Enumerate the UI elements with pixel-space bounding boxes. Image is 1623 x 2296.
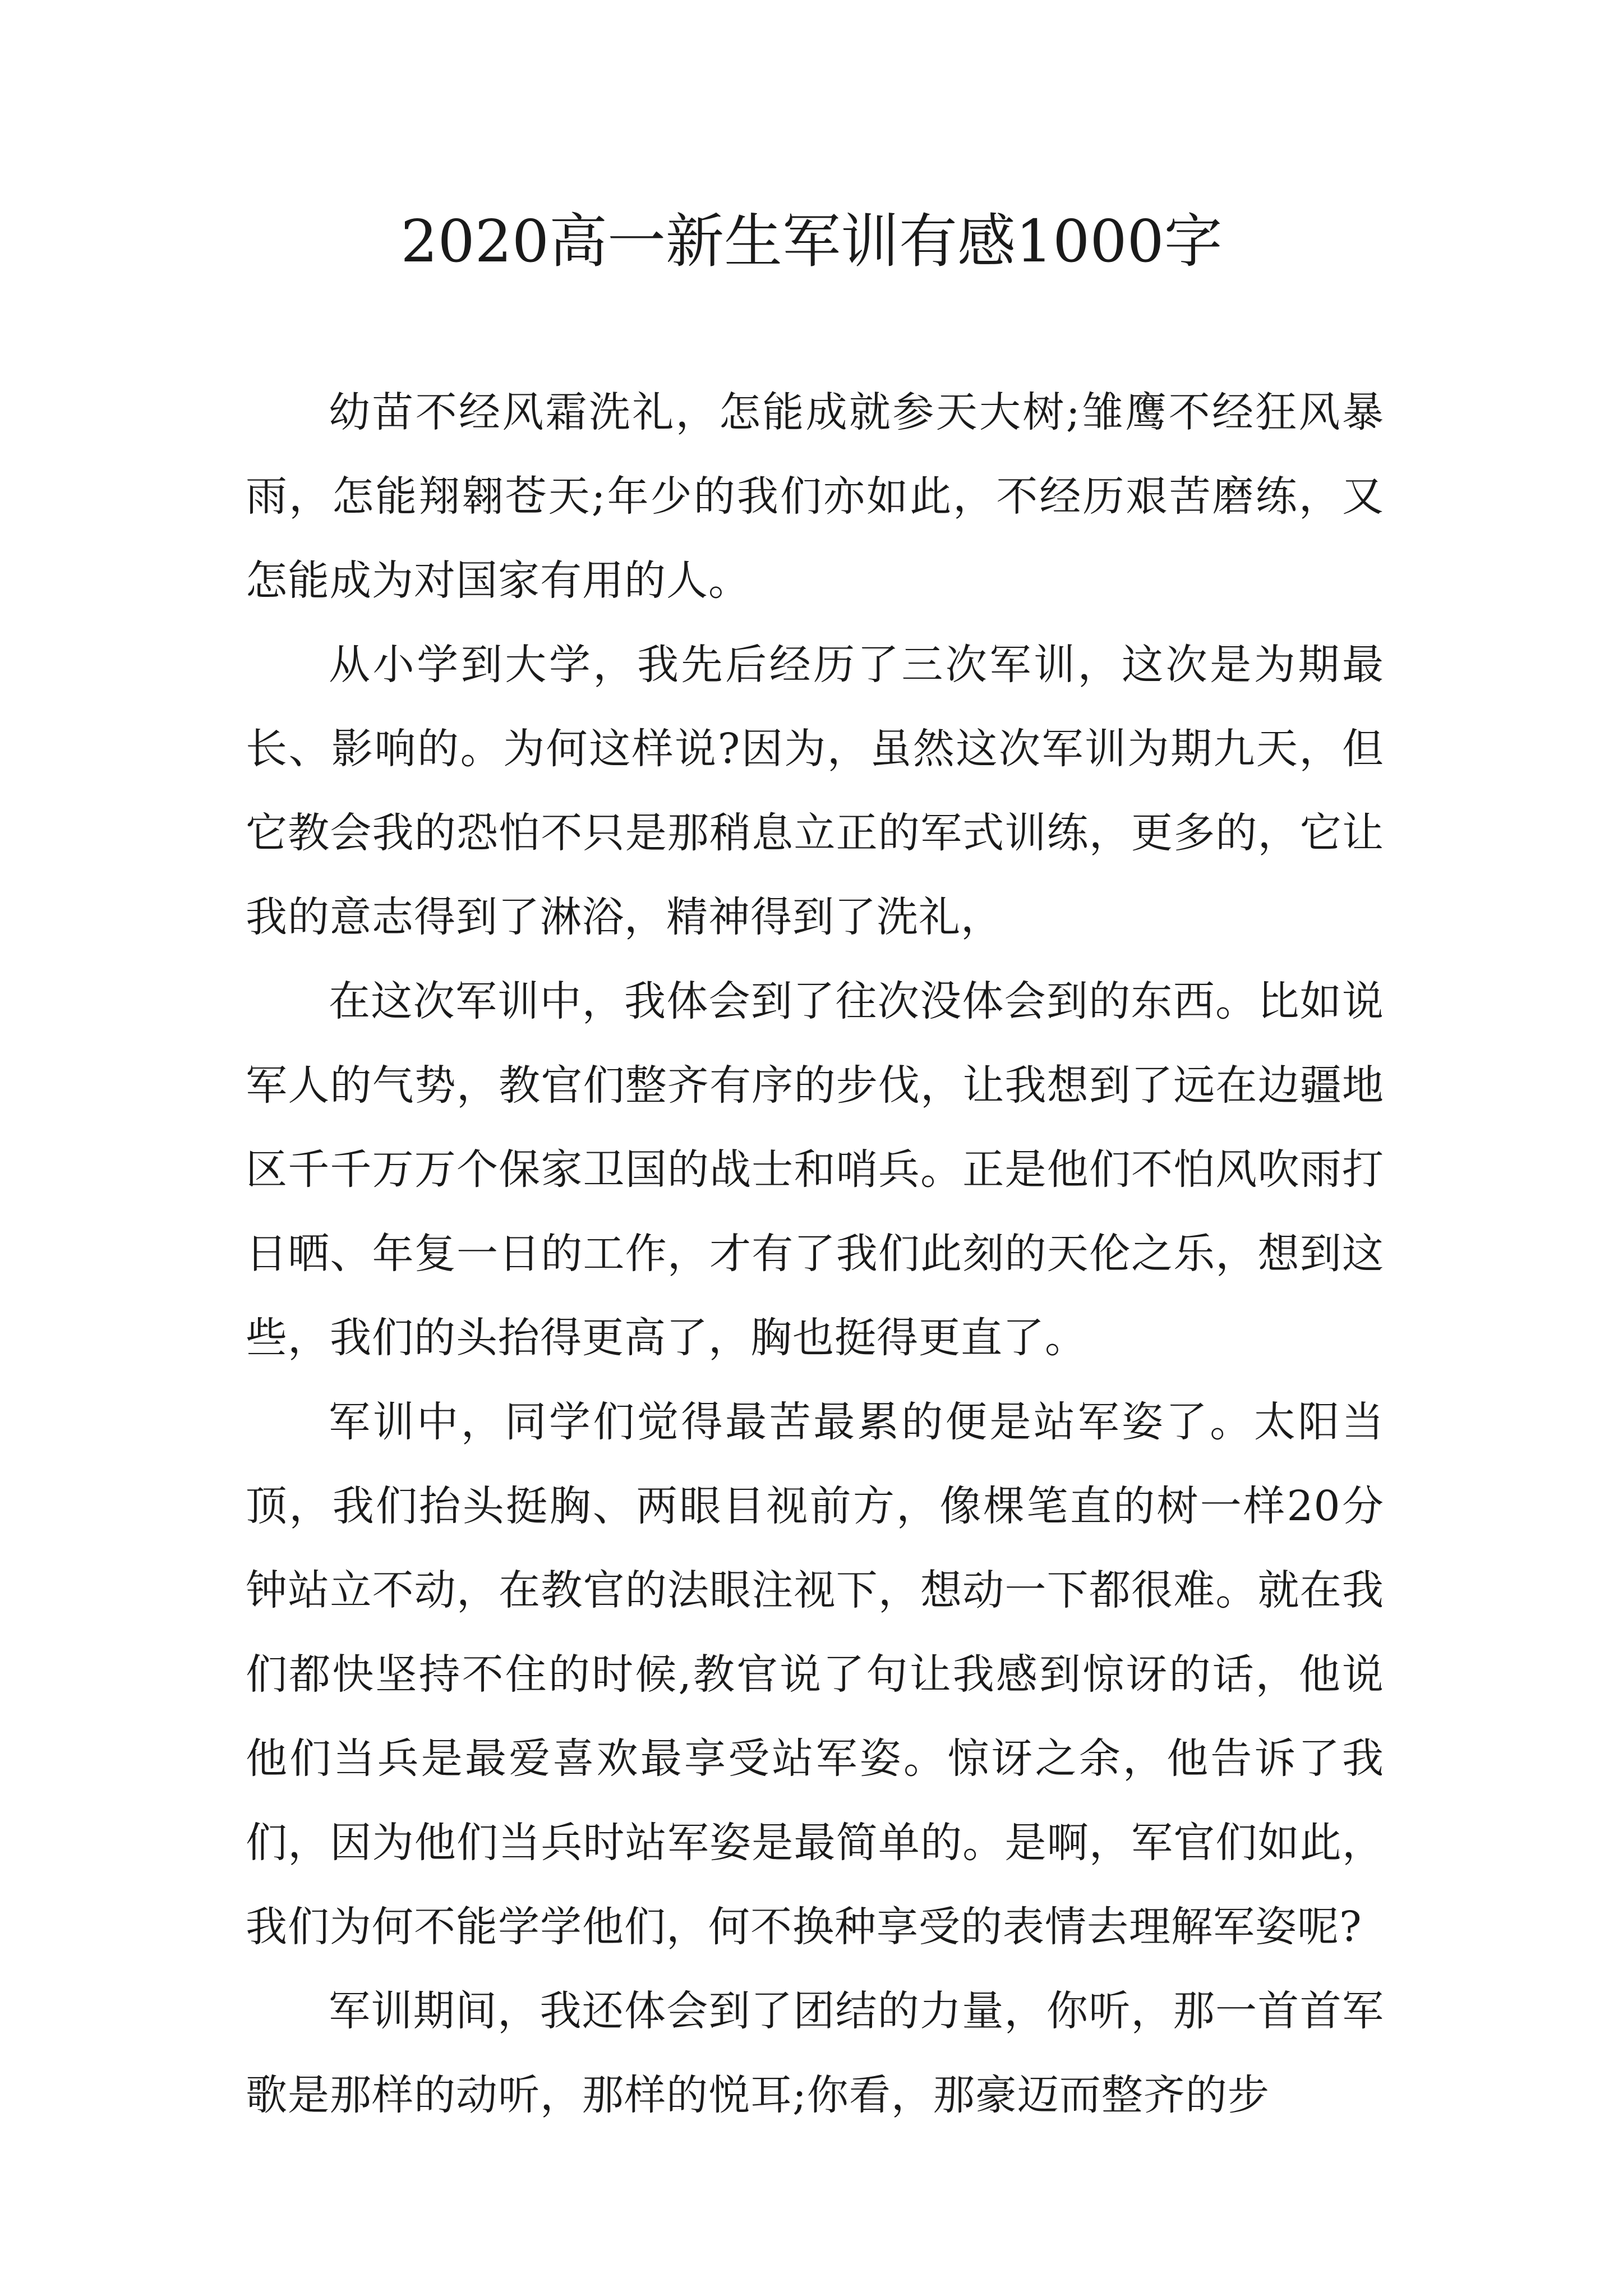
paragraph-4: 军训中，同学们觉得最苦最累的便是站军姿了。太阳当顶，我们抬头挺胸、两眼目视前方，像棵笔直的树一样20分钟站立不动，在教官的法眼注视下，想动一下都很难。就在我们都快坚持不住的时候,教官说了句让我感到惊讶的话，他说他们当兵是最爱喜欢最享受站军姿。惊讶之余，他告诉了我们，因为他们当兵时站军姿是最简单的。是啊，军官们如此，我们为何不能学学他们，何不换种享受的表情去理解军姿呢? — [246, 1398, 1384, 1951]
paragraph-5: 军训期间，我还体会到了团结的力量，你听，那一首首军歌是那样的动听，那样的悦耳;你看，那豪迈而整齐的步 — [246, 1987, 1384, 2119]
paragraph-2: 从小学到大学，我先后经历了三次军训，这次是为期最长、影响的。为何这样说?因为，虽然这次军训为期九天，但它教会我的恐怕不只是那稍息立正的军式训练，更多的，它让我的意志得到了淋浴，精神得到了洗礼， — [246, 641, 1384, 941]
document-body — [246, 370, 1384, 2137]
paragraph-3: 在这次军训中，我体会到了往次没体会到的东西。比如说军人的气势，教官们整齐有序的步伐，让我想到了远在边疆地区千千万万个保家卫国的战士和哨兵。正是他们不怕风吹雨打日晒、年复一日的工作，才有了我们此刻的天伦之乐，想到这些，我们的头抬得更高了，胸也挺得更直了。 — [246, 977, 1384, 1362]
paragraph-1: 幼苗不经风霜洗礼，怎能成就参天大树;雏鹰不经狂风暴雨，怎能翔翱苍天;年少的我们亦如此，不经历艰苦磨练，又怎能成为对国家有用的人。 — [246, 388, 1384, 605]
document-title: 2020高一新生军训有感1000字 — [400, 207, 1223, 275]
